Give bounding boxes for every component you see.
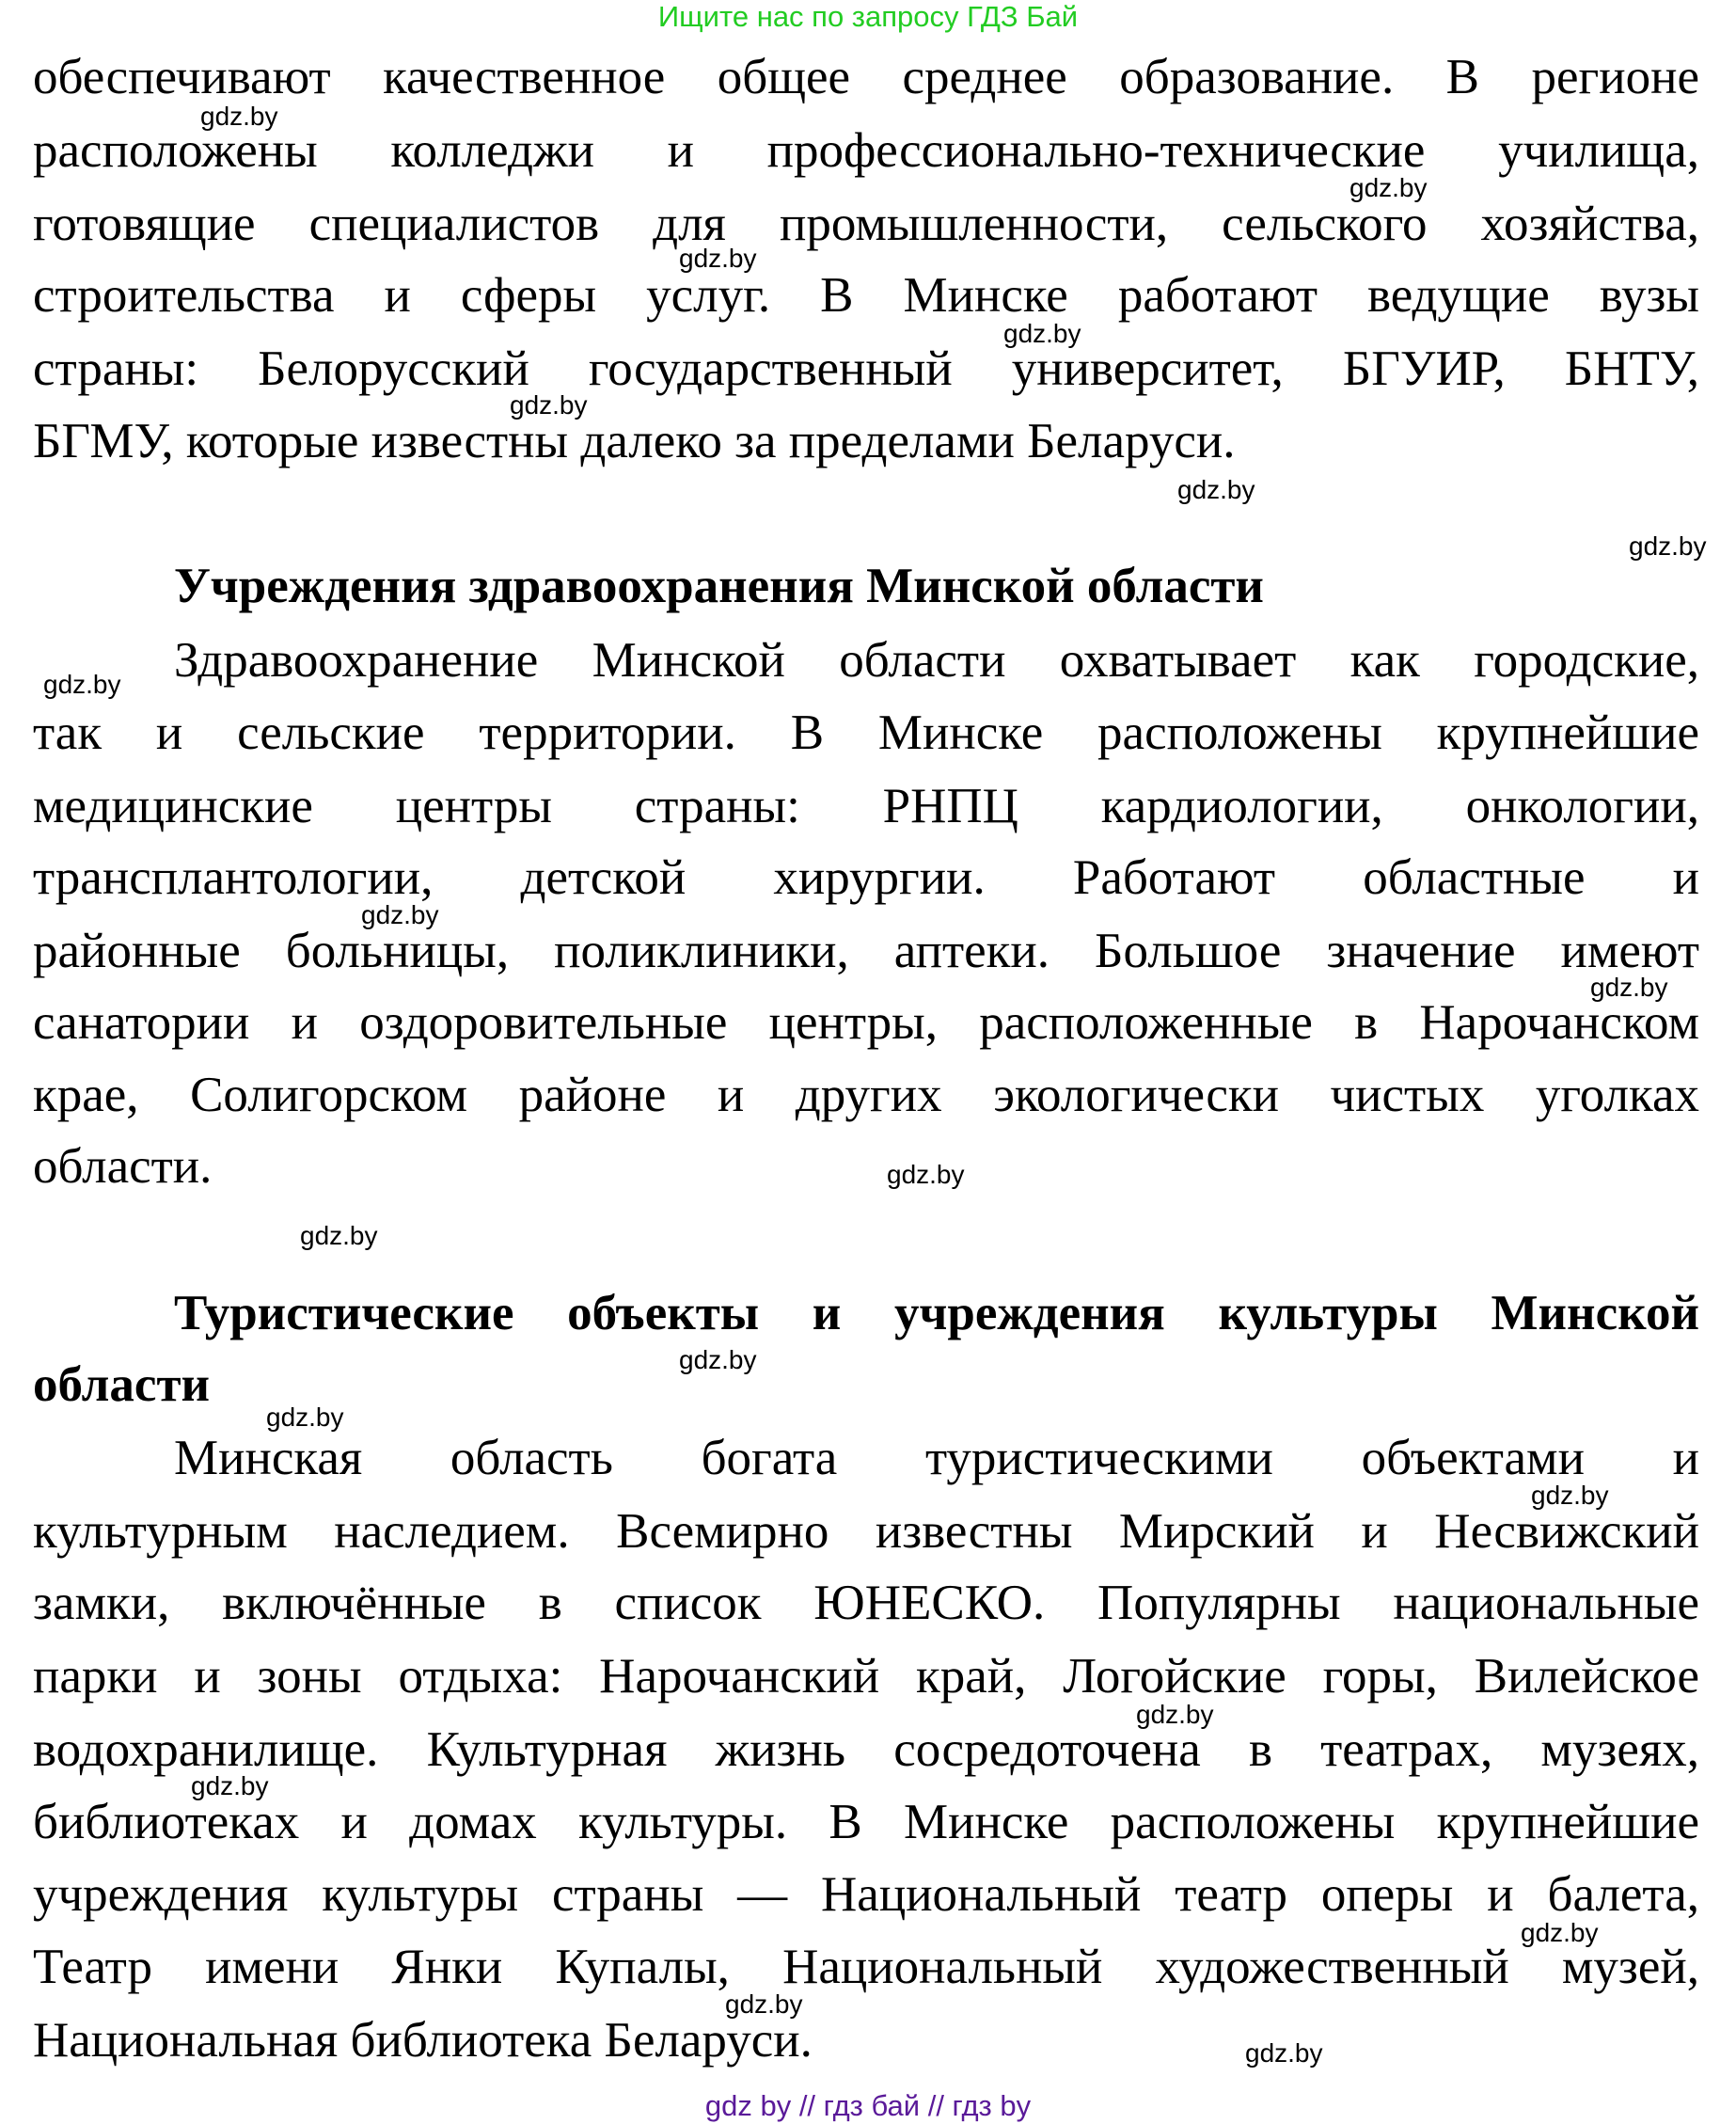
watermark: gdz.by xyxy=(1521,1918,1599,1947)
watermark: gdz.by xyxy=(679,1345,757,1374)
text-line: обеспечивают качественное общее среднее образование. В регионе xyxy=(33,50,1699,104)
text-line: строительства и сферы услуг. В Минске работают ведущие вузы xyxy=(33,268,1699,323)
text-line: готовящие специалистов для промышленности, сельского хозяйства, xyxy=(33,197,1699,251)
text-line: культурным наследием. Всемирно известны Мирский и Несвижский xyxy=(33,1504,1699,1559)
text-line: Здравоохранение Минской области охватывает как городские, xyxy=(174,633,1699,688)
watermark: gdz.by xyxy=(191,1771,269,1800)
watermark: gdz.by xyxy=(266,1403,344,1432)
watermark: gdz.by xyxy=(1629,531,1707,561)
text-line: крае, Солигорском районе и других экологически чистых уголках xyxy=(33,1068,1699,1122)
text-line: БГМУ, которые известны далеко за пределами Беларуси. xyxy=(33,414,1236,468)
text-line: Театр имени Янки Купалы, Национальный художественный музей, xyxy=(33,1940,1699,1994)
text-line: Национальная библиотека Беларуси. xyxy=(33,2013,813,2068)
watermark: gdz.by xyxy=(43,670,121,699)
watermark: gdz.by xyxy=(679,244,757,273)
section-heading-healthcare: Учреждения здравоохранения Минской области xyxy=(174,559,1264,613)
watermark: gdz.by xyxy=(887,1160,965,1189)
text-line: замки, включённые в список ЮНЕСКО. Популярны национальные xyxy=(33,1576,1699,1630)
watermark: gdz.by xyxy=(510,390,588,420)
section-heading-tourism: Туристические объекты и учреждения культуры Минской xyxy=(174,1286,1699,1340)
watermark: gdz.by xyxy=(1349,173,1428,202)
text-line: библиотеках и домах культуры. В Минске расположены крупнейшие xyxy=(33,1795,1699,1849)
text-line: Минская область богата туристическими объектами и xyxy=(174,1431,1699,1485)
watermark: gdz.by xyxy=(1003,319,1081,348)
text-line: так и сельские территории. В Минске расположены крупнейшие xyxy=(33,705,1699,760)
section-heading-tourism-cont: области xyxy=(33,1357,211,1412)
text-line: районные больницы, поликлиники, аптеки. Большое значение имеют xyxy=(33,924,1699,978)
watermark: gdz.by xyxy=(1136,1700,1214,1729)
watermark: gdz.by xyxy=(300,1221,378,1250)
text-line: парки и зоны отдыха: Нарочанский край, Логойские горы, Вилейское xyxy=(33,1649,1699,1704)
watermark: gdz.by xyxy=(1177,475,1255,504)
watermark: gdz.by xyxy=(1245,2038,1323,2068)
text-line: трансплантологии, детской хирургии. Работают областные и xyxy=(33,850,1699,905)
watermark: gdz.by xyxy=(1590,973,1668,1002)
text-line: санатории и оздоровительные центры, расположенные в Нарочанском xyxy=(33,995,1699,1050)
text-line: водохранилище. Культурная жизнь сосредоточена в театрах, музеях, xyxy=(33,1722,1699,1777)
footer-links: gdz by // гдз бай // гдз by xyxy=(704,2089,1032,2122)
search-hint-banner: Ищите нас по запросу ГДЗ Бай xyxy=(657,0,1079,33)
watermark: gdz.by xyxy=(361,900,439,929)
watermark: gdz.by xyxy=(725,1989,803,2019)
watermark: gdz.by xyxy=(1531,1481,1609,1510)
text-line: расположены колледжи и профессионально-технические училища, xyxy=(33,123,1699,178)
text-line: учреждения культуры страны — Национальный театр оперы и балета, xyxy=(33,1867,1699,1922)
watermark: gdz.by xyxy=(200,102,278,131)
text-line: области. xyxy=(33,1139,213,1194)
text-line: медицинские центры страны: РНПЦ кардиологии, онкологии, xyxy=(33,779,1699,833)
text-line: страны: Белорусский государственный университет, БГУИР, БНТУ, xyxy=(33,341,1699,396)
